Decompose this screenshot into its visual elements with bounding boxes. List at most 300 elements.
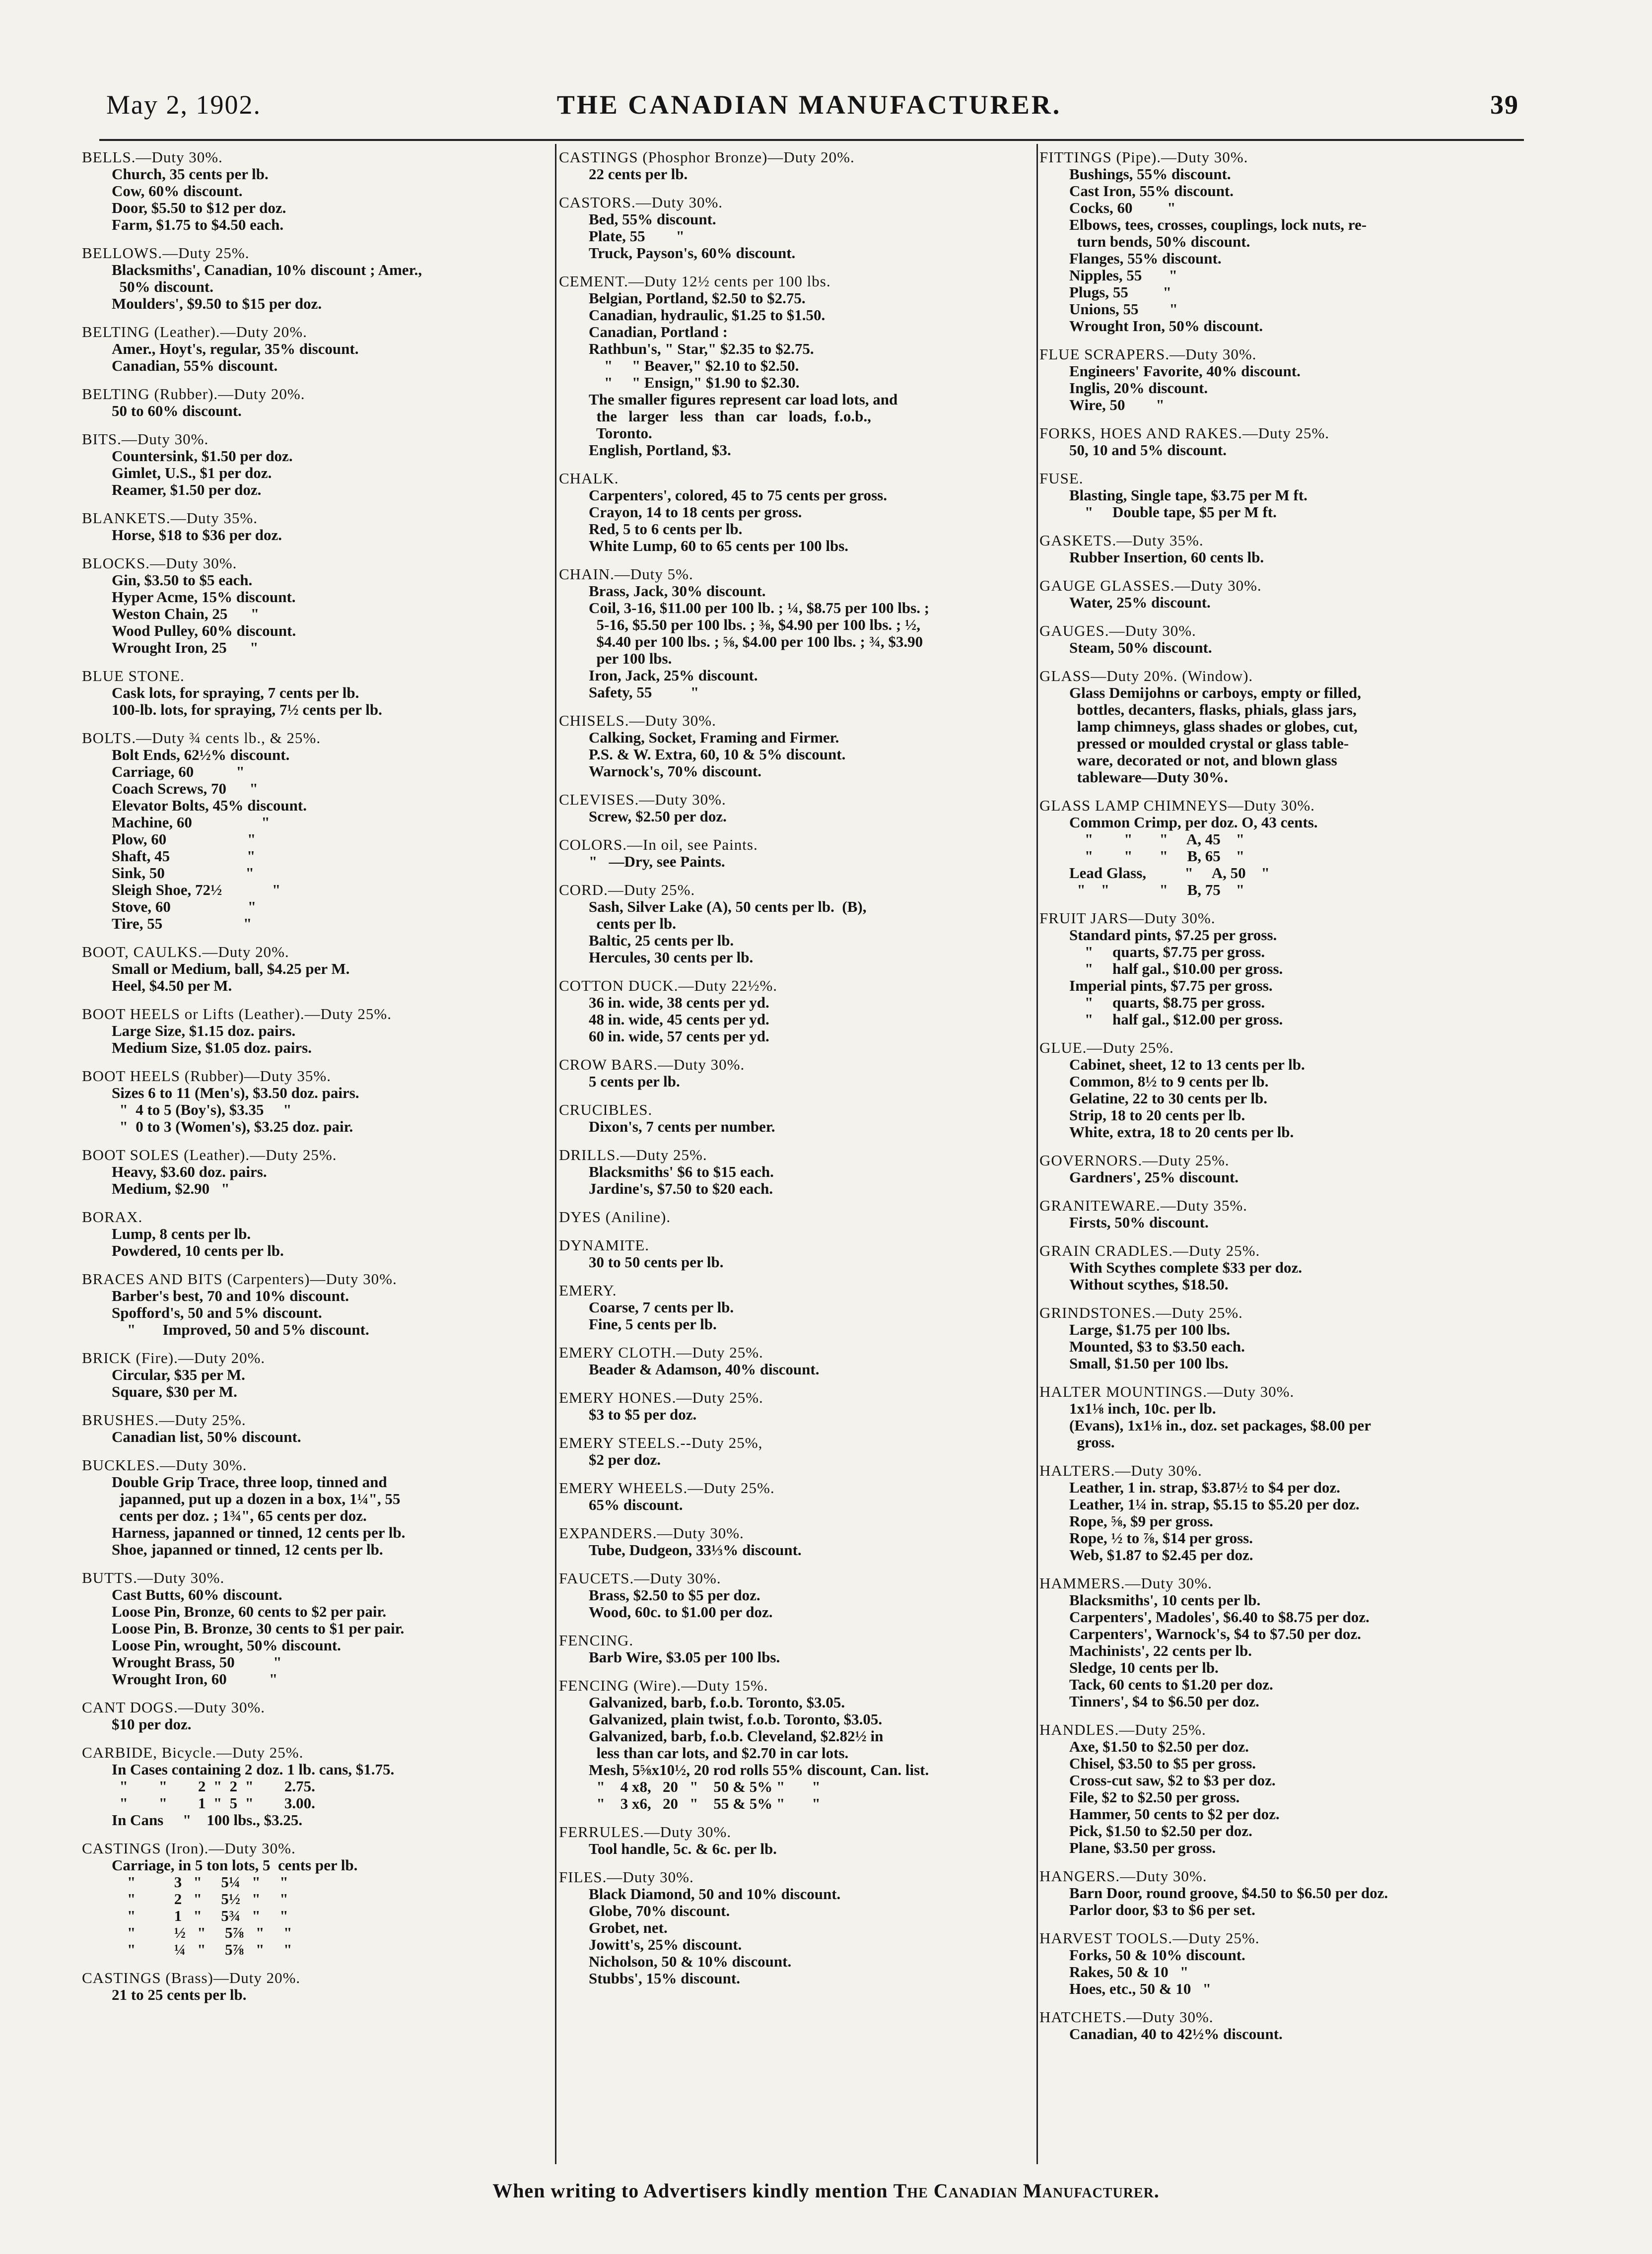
entry-heading: HATCHETS.—Duty 30%. <box>1039 2008 1214 2026</box>
entry-heading: DRILLS.—Duty 25%. <box>559 1146 707 1163</box>
entry-line: $10 per doz. <box>112 1715 192 1733</box>
entry-line: Horse, $18 to $36 per doz. <box>112 526 282 544</box>
entry-line: Wood, 60c. to $1.00 per doz. <box>589 1603 773 1621</box>
page-number: 39 <box>1490 90 1519 120</box>
entry-line: Grobet, net. <box>589 1919 668 1936</box>
entry-heading: HANGERS.—Duty 30%. <box>1039 1867 1207 1885</box>
price-entry <box>1039 1383 1501 1451</box>
entry-heading: BLUE STONE. <box>82 667 185 684</box>
entry-line: Unions, 55 " <box>1069 300 1178 318</box>
entry-line: Common, 8½ to 9 cents per lb. <box>1069 1073 1269 1090</box>
price-entry <box>82 324 544 374</box>
entry-line: " quarts, $8.75 per gross. <box>1069 994 1265 1011</box>
entry-line: Blasting, Single tape, $3.75 per M ft. <box>1069 486 1308 504</box>
entry-line: Tack, 60 cents to $1.20 per doz. <box>1069 1676 1273 1693</box>
entry-heading: EMERY STEELS.--Duty 25%, <box>559 1434 763 1451</box>
price-entry <box>82 386 544 419</box>
price-entry <box>1039 346 1501 413</box>
entry-line: Carpenters', Warnock's, $4 to $7.50 per doz. <box>1069 1625 1361 1642</box>
price-entry <box>82 149 544 233</box>
price-entry <box>1039 668 1501 786</box>
entry-heading: CASTINGS (Brass)—Duty 20%. <box>82 1969 301 1986</box>
price-entry <box>1039 425 1501 459</box>
publication-title: THE CANADIAN MANUFACTURER. <box>556 90 1062 120</box>
entry-line: gross. <box>1069 1434 1115 1451</box>
entry-line: cents per doz. ; 1¾", 65 cents per doz. <box>112 1507 367 1524</box>
entry-line: Church, 35 cents per lb. <box>112 165 269 183</box>
entry-line: English, Portland, $3. <box>589 441 731 459</box>
entry-line: Loose Pin, B. Bronze, 30 cents to $1 per pair. <box>112 1620 405 1637</box>
entry-line: $4.40 per 100 lbs. ; ⅝, $4.00 per 100 lbs. ; ¾, $3.90 <box>589 633 923 650</box>
entry-heading: BUCKLES.—Duty 30%. <box>82 1456 247 1474</box>
entry-line: File, $2 to $2.50 per gross. <box>1069 1788 1240 1806</box>
entry-heading: GRAIN CRADLES.—Duty 25%. <box>1039 1242 1260 1259</box>
entry-line: Pick, $1.50 to $2.50 per doz. <box>1069 1822 1252 1840</box>
entry-heading: CASTORS.—Duty 30%. <box>559 194 723 211</box>
entry-heading: FLUE SCRAPERS.—Duty 30%. <box>1039 345 1257 363</box>
entry-line: Firsts, 50% discount. <box>1069 1214 1209 1231</box>
entry-line: Tire, 55 " <box>112 915 252 932</box>
entry-heading: CHALK. <box>559 470 619 487</box>
entry-heading: BOOT, CAULKS.—Duty 20%. <box>82 943 289 960</box>
entry-heading: HARVEST TOOLS.—Duty 25%. <box>1039 1929 1260 1947</box>
entry-heading: BOOT HEELS (Rubber)—Duty 35%. <box>82 1067 331 1085</box>
entry-line: Hyper Acme, 15% discount. <box>112 588 296 606</box>
price-entry <box>559 1147 1021 1197</box>
price-entry <box>82 668 544 718</box>
entry-line: Tube, Dudgeon, 33⅓% discount. <box>589 1541 802 1559</box>
entry-line: Gin, $3.50 to $5 each. <box>112 571 253 589</box>
price-entry <box>82 1970 544 2003</box>
entry-heading: CRUCIBLES. <box>559 1101 653 1118</box>
entry-line: bottles, decanters, flasks, phials, glass jars, <box>1069 701 1357 718</box>
price-entry <box>559 977 1021 1045</box>
entry-line: Small or Medium, ball, $4.25 per M. <box>112 960 350 977</box>
entry-line: Carriage, in 5 ton lots, 5 cents per lb. <box>112 1856 358 1874</box>
entry-line: Wire, 50 " <box>1069 396 1165 413</box>
price-entry <box>1039 1721 1501 1856</box>
entry-heading: CANT DOGS.—Duty 30%. <box>82 1699 266 1716</box>
price-entry <box>82 1209 544 1259</box>
entry-line: Gimlet, U.S., $1 per doz. <box>112 464 272 481</box>
entry-line: Bed, 55% discount. <box>589 210 716 228</box>
entry-line: Sizes 6 to 11 (Men's), $3.50 doz. pairs. <box>112 1084 359 1101</box>
price-entry <box>1039 1930 1501 1997</box>
entry-line: Flanges, 55% discount. <box>1069 250 1222 267</box>
entry-line: Calking, Socket, Framing and Firmer. <box>589 729 839 746</box>
price-entry <box>82 730 544 932</box>
entry-line: " 4 x8, 20 " 50 & 5% " " <box>589 1778 821 1795</box>
price-entry <box>82 1457 544 1558</box>
entry-heading: BOLTS.—Duty ¾ cents lb., & 25%. <box>82 729 321 747</box>
entry-heading: GLASS LAMP CHIMNEYS—Duty 30%. <box>1039 797 1315 814</box>
entry-line: Gardners', 25% discount. <box>1069 1168 1239 1186</box>
price-entry <box>82 1271 544 1338</box>
price-entry <box>559 1824 1021 1857</box>
entry-line: Parlor door, $3 to $6 per set. <box>1069 1901 1255 1918</box>
entry-line: Cast Butts, 60% discount. <box>112 1586 282 1603</box>
entry-line: Carriage, 60 " <box>112 763 245 780</box>
entry-line: 36 in. wide, 38 cents per yd. <box>589 994 769 1011</box>
price-entry <box>559 194 1021 262</box>
entry-line: Elevator Bolts, 45% discount. <box>112 797 307 814</box>
entry-heading: CASTINGS (Iron).—Duty 30%. <box>82 1840 296 1857</box>
entry-line: Imperial pints, $7.75 per gross. <box>1069 977 1273 994</box>
entry-line: Hoes, etc., 50 & 10 " <box>1069 1980 1211 1997</box>
price-entry <box>82 555 544 656</box>
price-entry <box>559 712 1021 780</box>
price-entry <box>559 1525 1021 1559</box>
entry-line: Plugs, 55 " <box>1069 283 1171 301</box>
price-entry <box>559 882 1021 966</box>
entry-heading: FAUCETS.—Duty 30%. <box>559 1570 721 1587</box>
entry-line: Leather, 1¼ in. strap, $5.15 to $5.20 per doz. <box>1069 1496 1360 1513</box>
price-entry <box>82 245 544 312</box>
entry-line: 5-16, $5.50 per 100 lbs. ; ⅜, $4.90 per 100 lbs. ; ½, <box>589 616 920 633</box>
entry-line: Bushings, 55% discount. <box>1069 165 1231 183</box>
entry-line: " " Beaver," $2.10 to $2.50. <box>589 357 799 374</box>
entry-line: 1x1⅛ inch, 10c. per lb. <box>1069 1400 1216 1417</box>
entry-line: Jowitt's, 25% discount. <box>589 1936 742 1953</box>
entry-line: Iron, Jack, 25% discount. <box>589 667 758 684</box>
entry-line: Shoe, japanned or tinned, 12 cents per lb. <box>112 1541 383 1558</box>
entry-line: Plane, $3.50 per gross. <box>1069 1839 1216 1856</box>
footer-magazine: The Canadian Manufacturer. <box>893 2180 1160 2202</box>
entry-line: cents per lb. <box>589 915 676 932</box>
entry-line: 50 to 60% discount. <box>112 402 242 419</box>
entry-line: Coil, 3-16, $11.00 per 100 lb. ; ¼, $8.75 per 100 lbs. ; <box>589 599 930 616</box>
entry-heading: HALTER MOUNTINGS.—Duty 30%. <box>1039 1383 1295 1400</box>
entry-heading: CASTINGS (Phosphor Bronze)—Duty 20%. <box>559 148 855 166</box>
entry-line: " half gal., $10.00 per gross. <box>1069 960 1283 977</box>
entry-heading: CHAIN.—Duty 5%. <box>559 565 693 583</box>
entry-heading: GASKETS.—Duty 35%. <box>1039 532 1204 549</box>
entry-line: " Double tape, $5 per M ft. <box>1069 503 1277 521</box>
price-entry <box>559 1344 1021 1378</box>
entry-line: Galvanized, barb, f.o.b. Cleveland, $2.82½ in <box>589 1727 884 1745</box>
entry-line: Plate, 55 " <box>589 227 685 245</box>
entry-line: Steam, 50% discount. <box>1069 639 1212 656</box>
price-entry <box>559 1480 1021 1513</box>
entry-line: " 2 " 5½ " " <box>112 1890 288 1908</box>
entry-line: " 3 " 5¼ " " <box>112 1873 288 1891</box>
entry-line: Door, $5.50 to $12 per doz. <box>112 199 286 216</box>
entry-line: 21 to 25 cents per lb. <box>112 1986 247 2003</box>
price-entry <box>559 149 1021 183</box>
entry-line: Barn Door, round groove, $4.50 to $6.50 per doz. <box>1069 1884 1388 1902</box>
entry-line: " Improved, 50 and 5% discount. <box>112 1321 369 1338</box>
entry-line: Cabinet, sheet, 12 to 13 cents per lb. <box>1069 1056 1305 1073</box>
entry-line: japanned, put up a dozen in a box, 1¼", 55 <box>112 1490 401 1507</box>
entry-line: the larger less than car loads, f.o.b., <box>589 408 871 425</box>
entry-line: Safety, 55 " <box>589 683 699 701</box>
entry-line: tableware—Duty 30%. <box>1069 768 1228 786</box>
price-entry <box>82 1744 544 1829</box>
entry-line: Water, 25% discount. <box>1069 594 1211 611</box>
entry-line: Amer., Hoyt's, regular, 35% discount. <box>112 340 359 357</box>
entry-line: Without scythes, $18.50. <box>1069 1276 1229 1293</box>
entry-line: Jardine's, $7.50 to $20 each. <box>589 1180 773 1197</box>
entry-line: Canadian list, 50% discount. <box>112 1428 301 1445</box>
price-entry <box>1039 1575 1501 1710</box>
price-entry <box>559 566 1021 701</box>
price-entry <box>1039 1304 1501 1372</box>
entry-line: Carpenters', colored, 45 to 75 cents per gross. <box>589 486 887 504</box>
entry-heading: BRUSHES.—Duty 25%. <box>82 1411 246 1429</box>
entry-line: Chisel, $3.50 to $5 per gross. <box>1069 1755 1256 1772</box>
header-rule <box>99 139 1524 141</box>
entry-line: ware, decorated or not, and blown glass <box>1069 751 1337 769</box>
entry-heading: CORD.—Duty 25%. <box>559 881 695 898</box>
entry-line: Toronto. <box>589 424 652 442</box>
price-entry <box>1039 149 1501 335</box>
entry-heading: FENCING. <box>559 1632 634 1649</box>
entry-line: Forks, 50 & 10% discount. <box>1069 1946 1245 1964</box>
price-entry <box>559 1237 1021 1271</box>
entry-heading: CARBIDE, Bicycle.—Duty 25%. <box>82 1744 304 1761</box>
entry-line: Heel, $4.50 per M. <box>112 977 232 994</box>
entry-line: Stubbs', 15% discount. <box>589 1970 740 1987</box>
entry-line: Harness, japanned or tinned, 12 cents per lb. <box>112 1524 406 1541</box>
entry-heading: CHISELS.—Duty 30%. <box>559 712 716 729</box>
entry-heading: BLANKETS.—Duty 35%. <box>82 509 258 527</box>
price-entry <box>1039 1152 1501 1186</box>
entry-heading: GAUGES.—Duty 30%. <box>1039 622 1196 639</box>
issue-date: May 2, 1902. <box>106 90 261 120</box>
entry-line: " quarts, $7.75 per gross. <box>1069 943 1265 960</box>
entry-line: Red, 5 to 6 cents per lb. <box>589 520 743 538</box>
entry-line: Mounted, $3 to $3.50 each. <box>1069 1338 1245 1355</box>
entry-line: " ¼ " 5⅞ " " <box>112 1941 292 1958</box>
entry-line: Farm, $1.75 to $4.50 each. <box>112 216 284 233</box>
price-entry <box>1039 1039 1501 1141</box>
entry-heading: GOVERNORS.—Duty 25%. <box>1039 1152 1230 1169</box>
entry-line: Loose Pin, wrought, 50% discount. <box>112 1637 341 1654</box>
entry-line: 5 cents per lb. <box>589 1073 680 1090</box>
entry-line: Weston Chain, 25 " <box>112 605 260 622</box>
entry-heading: BELTING (Rubber).—Duty 20%. <box>82 385 305 403</box>
entry-line: per 100 lbs. <box>589 650 672 667</box>
entry-line: Hercules, 30 cents per lb. <box>589 949 754 966</box>
price-entry <box>1039 797 1501 898</box>
entry-line: " half gal., $12.00 per gross. <box>1069 1011 1283 1028</box>
entry-line: (Evans), 1x1⅛ in., doz. set packages, $8.00 per <box>1069 1417 1371 1434</box>
entry-line: Strip, 18 to 20 cents per lb. <box>1069 1106 1245 1124</box>
entry-line: 60 in. wide, 57 cents per yd. <box>589 1027 769 1045</box>
entry-line: Glass Demijohns or carboys, empty or filled, <box>1069 684 1361 701</box>
entry-line: Wood Pulley, 60% discount. <box>112 622 296 639</box>
entry-line: Tinners', $4 to $6.50 per doz. <box>1069 1693 1259 1710</box>
price-entry <box>559 1056 1021 1090</box>
entry-line: Sledge, 10 cents per lb. <box>1069 1659 1219 1676</box>
price-entry <box>1039 910 1501 1028</box>
entry-line: Hammer, 50 cents to $2 per doz. <box>1069 1805 1280 1823</box>
price-column-1 <box>82 149 544 2015</box>
column-divider <box>555 144 556 2164</box>
entry-heading: EMERY WHEELS.—Duty 25%. <box>559 1479 775 1497</box>
price-entry <box>1039 2009 1501 2043</box>
entry-heading: COTTON DUCK.—Duty 22½%. <box>559 977 778 994</box>
entry-heading: BUTTS.—Duty 30%. <box>82 1569 225 1586</box>
entry-heading: BELTING (Leather).—Duty 20%. <box>82 323 307 341</box>
entry-line: Web, $1.87 to $2.45 per doz. <box>1069 1546 1253 1564</box>
entry-line: Loose Pin, Bronze, 60 cents to $2 per pair. <box>112 1603 387 1620</box>
entry-line: Canadian, 55% discount. <box>112 357 278 374</box>
price-column-2 <box>559 149 1021 1998</box>
entry-heading: BRICK (Fire).—Duty 20%. <box>82 1349 266 1366</box>
price-entry <box>82 1350 544 1400</box>
entry-heading: BRACES AND BITS (Carpenters)—Duty 30%. <box>82 1270 397 1288</box>
entry-line: White, extra, 18 to 20 cents per lb. <box>1069 1123 1294 1141</box>
entry-line: Moulders', $9.50 to $15 per doz. <box>112 295 322 312</box>
entry-heading: DYES (Aniline). <box>559 1208 671 1226</box>
entry-heading: BITS.—Duty 30%. <box>82 430 209 448</box>
entry-line: Cross-cut saw, $2 to $3 per doz. <box>1069 1772 1276 1789</box>
page-header <box>99 84 1519 129</box>
entry-line: " —Dry, see Paints. <box>589 853 725 870</box>
entry-line: Brass, Jack, 30% discount. <box>589 582 766 600</box>
entry-line: Leather, 1 in. strap, $3.87½ to $4 per doz. <box>1069 1479 1340 1496</box>
entry-line: Common Crimp, per doz. O, 43 cents. <box>1069 814 1318 831</box>
entry-line: lamp chimneys, glass shades or globes, cut, <box>1069 718 1358 735</box>
price-entry <box>82 1147 544 1197</box>
price-entry <box>1039 1197 1501 1231</box>
entry-line: Warnock's, 70% discount. <box>589 762 761 780</box>
price-entry <box>82 431 544 498</box>
price-column-3 <box>1039 149 1501 2054</box>
entry-line: Belgian, Portland, $2.50 to $2.75. <box>589 289 806 307</box>
entry-line: Reamer, $1.50 per doz. <box>112 481 262 498</box>
entry-line: 65% discount. <box>589 1496 683 1513</box>
entry-heading: FILES.—Duty 30%. <box>559 1868 694 1886</box>
entry-line: Engineers' Favorite, 40% discount. <box>1069 362 1301 380</box>
entry-line: Square, $30 per M. <box>112 1383 237 1400</box>
entry-heading: HANDLES.—Duty 25%. <box>1039 1721 1206 1738</box>
entry-line: Medium, $2.90 " <box>112 1180 230 1197</box>
entry-line: 100-lb. lots, for spraying, 7½ cents per lb. <box>112 701 382 718</box>
entry-line: Spofford's, 50 and 5% discount. <box>112 1304 322 1321</box>
entry-line: Carpenters', Madoles', $6.40 to $8.75 per doz. <box>1069 1608 1370 1626</box>
entry-line: Blacksmiths', Canadian, 10% discount ; Amer., <box>112 261 422 278</box>
price-entry <box>559 1434 1021 1468</box>
entry-line: Heavy, $3.60 doz. pairs. <box>112 1163 267 1180</box>
price-entry <box>82 1570 544 1688</box>
entry-heading: HAMMERS.—Duty 30%. <box>1039 1574 1212 1592</box>
entry-line: Large, $1.75 per 100 lbs. <box>1069 1321 1231 1338</box>
entry-line: Plow, 60 " <box>112 830 256 848</box>
entry-heading: GAUGE GLASSES.—Duty 30%. <box>1039 577 1262 594</box>
entry-line: Lead Glass, " A, 50 " <box>1069 864 1270 882</box>
entry-heading: BLOCKS.—Duty 30%. <box>82 554 237 572</box>
entry-line: Axe, $1.50 to $2.50 per doz. <box>1069 1738 1249 1755</box>
entry-line: Barb Wire, $3.05 per 100 lbs. <box>589 1648 780 1666</box>
price-entry <box>1039 532 1501 566</box>
price-entry <box>82 1699 544 1733</box>
price-entry <box>1039 470 1501 521</box>
entry-heading: GLUE.—Duty 25%. <box>1039 1039 1174 1056</box>
price-entry <box>82 1840 544 1958</box>
entry-line: Globe, 70% discount. <box>589 1902 730 1919</box>
entry-line: 48 in. wide, 45 cents per yd. <box>589 1011 769 1028</box>
entry-line: Lump, 8 cents per lb. <box>112 1225 251 1242</box>
entry-heading: BOOT SOLES (Leather).—Duty 25%. <box>82 1146 337 1163</box>
entry-heading: FORKS, HOES AND RAKES.—Duty 25%. <box>1039 424 1330 442</box>
entry-line: Rope, ½ to ⅞, $14 per gross. <box>1069 1529 1253 1547</box>
price-entry <box>559 470 1021 554</box>
entry-line: Blacksmiths' $6 to $15 each. <box>589 1163 774 1180</box>
entry-line: Tool handle, 5c. & 6c. per lb. <box>589 1840 777 1857</box>
entry-line: Coach Screws, 70 " <box>112 780 258 797</box>
page-footer <box>0 2179 1652 2202</box>
entry-line: Black Diamond, 50 and 10% discount. <box>589 1885 841 1903</box>
entry-heading: BELLS.—Duty 30%. <box>82 148 223 166</box>
entry-heading: CLEVISES.—Duty 30%. <box>559 791 726 808</box>
entry-line: The smaller figures represent car load lots, and <box>589 391 898 408</box>
entry-line: pressed or moulded crystal or glass table- <box>1069 735 1349 752</box>
price-entry <box>559 1869 1021 1987</box>
entry-line: Rakes, 50 & 10 " <box>1069 1963 1189 1981</box>
entry-line: " 4 to 5 (Boy's), $3.35 " <box>112 1101 292 1118</box>
price-entry <box>1039 1242 1501 1293</box>
price-entry <box>1039 1868 1501 1918</box>
entry-line: Rope, ⅝, $9 per gross. <box>1069 1512 1213 1530</box>
entry-line: In Cases containing 2 doz. 1 lb. cans, $1.75. <box>112 1761 395 1778</box>
entry-line: Canadian, Portland : <box>589 323 728 341</box>
entry-line: Machine, 60 " <box>112 814 270 831</box>
entry-line: $3 to $5 per doz. <box>589 1406 697 1423</box>
entry-line: Nicholson, 50 & 10% discount. <box>589 1953 792 1970</box>
entry-line: Large Size, $1.15 doz. pairs. <box>112 1022 296 1039</box>
entry-line: " " Ensign," $1.90 to $2.30. <box>589 374 800 391</box>
entry-line: Wrought Iron, 60 " <box>112 1670 278 1688</box>
entry-line: Wrought Iron, 50% discount. <box>1069 317 1263 335</box>
entry-heading: CEMENT.—Duty 12½ cents per 100 lbs. <box>559 273 831 290</box>
entry-line: $2 per doz. <box>589 1451 661 1468</box>
entry-line: Barber's best, 70 and 10% discount. <box>112 1287 349 1304</box>
entry-heading: GLASS—Duty 20%. (Window). <box>1039 667 1253 684</box>
entry-line: " 3 x6, 20 " 55 & 5% " " <box>589 1795 821 1812</box>
entry-line: With Scythes complete $33 per doz. <box>1069 1259 1302 1276</box>
entry-line: less than car lots, and $2.70 in car lots. <box>589 1744 849 1762</box>
price-entry <box>1039 1462 1501 1564</box>
entry-line: Fine, 5 cents per lb. <box>589 1315 717 1333</box>
entry-line: Truck, Payson's, 60% discount. <box>589 244 796 262</box>
entry-heading: FERRULES.—Duty 30%. <box>559 1823 732 1841</box>
entry-line: " ½ " 5⅞ " " <box>112 1924 292 1941</box>
entry-heading: HALTERS.—Duty 30%. <box>1039 1462 1202 1479</box>
entry-line: 22 cents per lb. <box>589 165 688 183</box>
entry-line: 30 to 50 cents per lb. <box>589 1253 724 1271</box>
entry-line: " " " A, 45 " <box>1069 830 1245 848</box>
entry-line: Rubber Insertion, 60 cents lb. <box>1069 548 1264 566</box>
entry-heading: FITTINGS (Pipe).—Duty 30%. <box>1039 148 1248 166</box>
entry-heading: CROW BARS.—Duty 30%. <box>559 1056 745 1073</box>
price-entry <box>559 1101 1021 1135</box>
entry-line: Sash, Silver Lake (A), 50 cents per lb. (B), <box>589 898 867 915</box>
entry-line: Circular, $35 per M. <box>112 1366 245 1383</box>
entry-line: 50, 10 and 5% discount. <box>1069 441 1227 459</box>
entry-line: " " " B, 75 " <box>1069 881 1245 898</box>
price-entry <box>559 1389 1021 1423</box>
entry-line: Baltic, 25 cents per lb. <box>589 932 734 949</box>
entry-heading: GRINDSTONES.—Duty 25%. <box>1039 1304 1243 1321</box>
entry-line: Medium Size, $1.05 doz. pairs. <box>112 1039 312 1056</box>
entry-line: Powdered, 10 cents per lb. <box>112 1242 284 1259</box>
entry-line: " " 2 " 2 " 2.75. <box>112 1777 315 1795</box>
entry-line: Beader & Adamson, 40% discount. <box>589 1361 820 1378</box>
entry-heading: EXPANDERS.—Duty 30%. <box>559 1524 744 1542</box>
entry-line: Countersink, $1.50 per doz. <box>112 447 293 465</box>
